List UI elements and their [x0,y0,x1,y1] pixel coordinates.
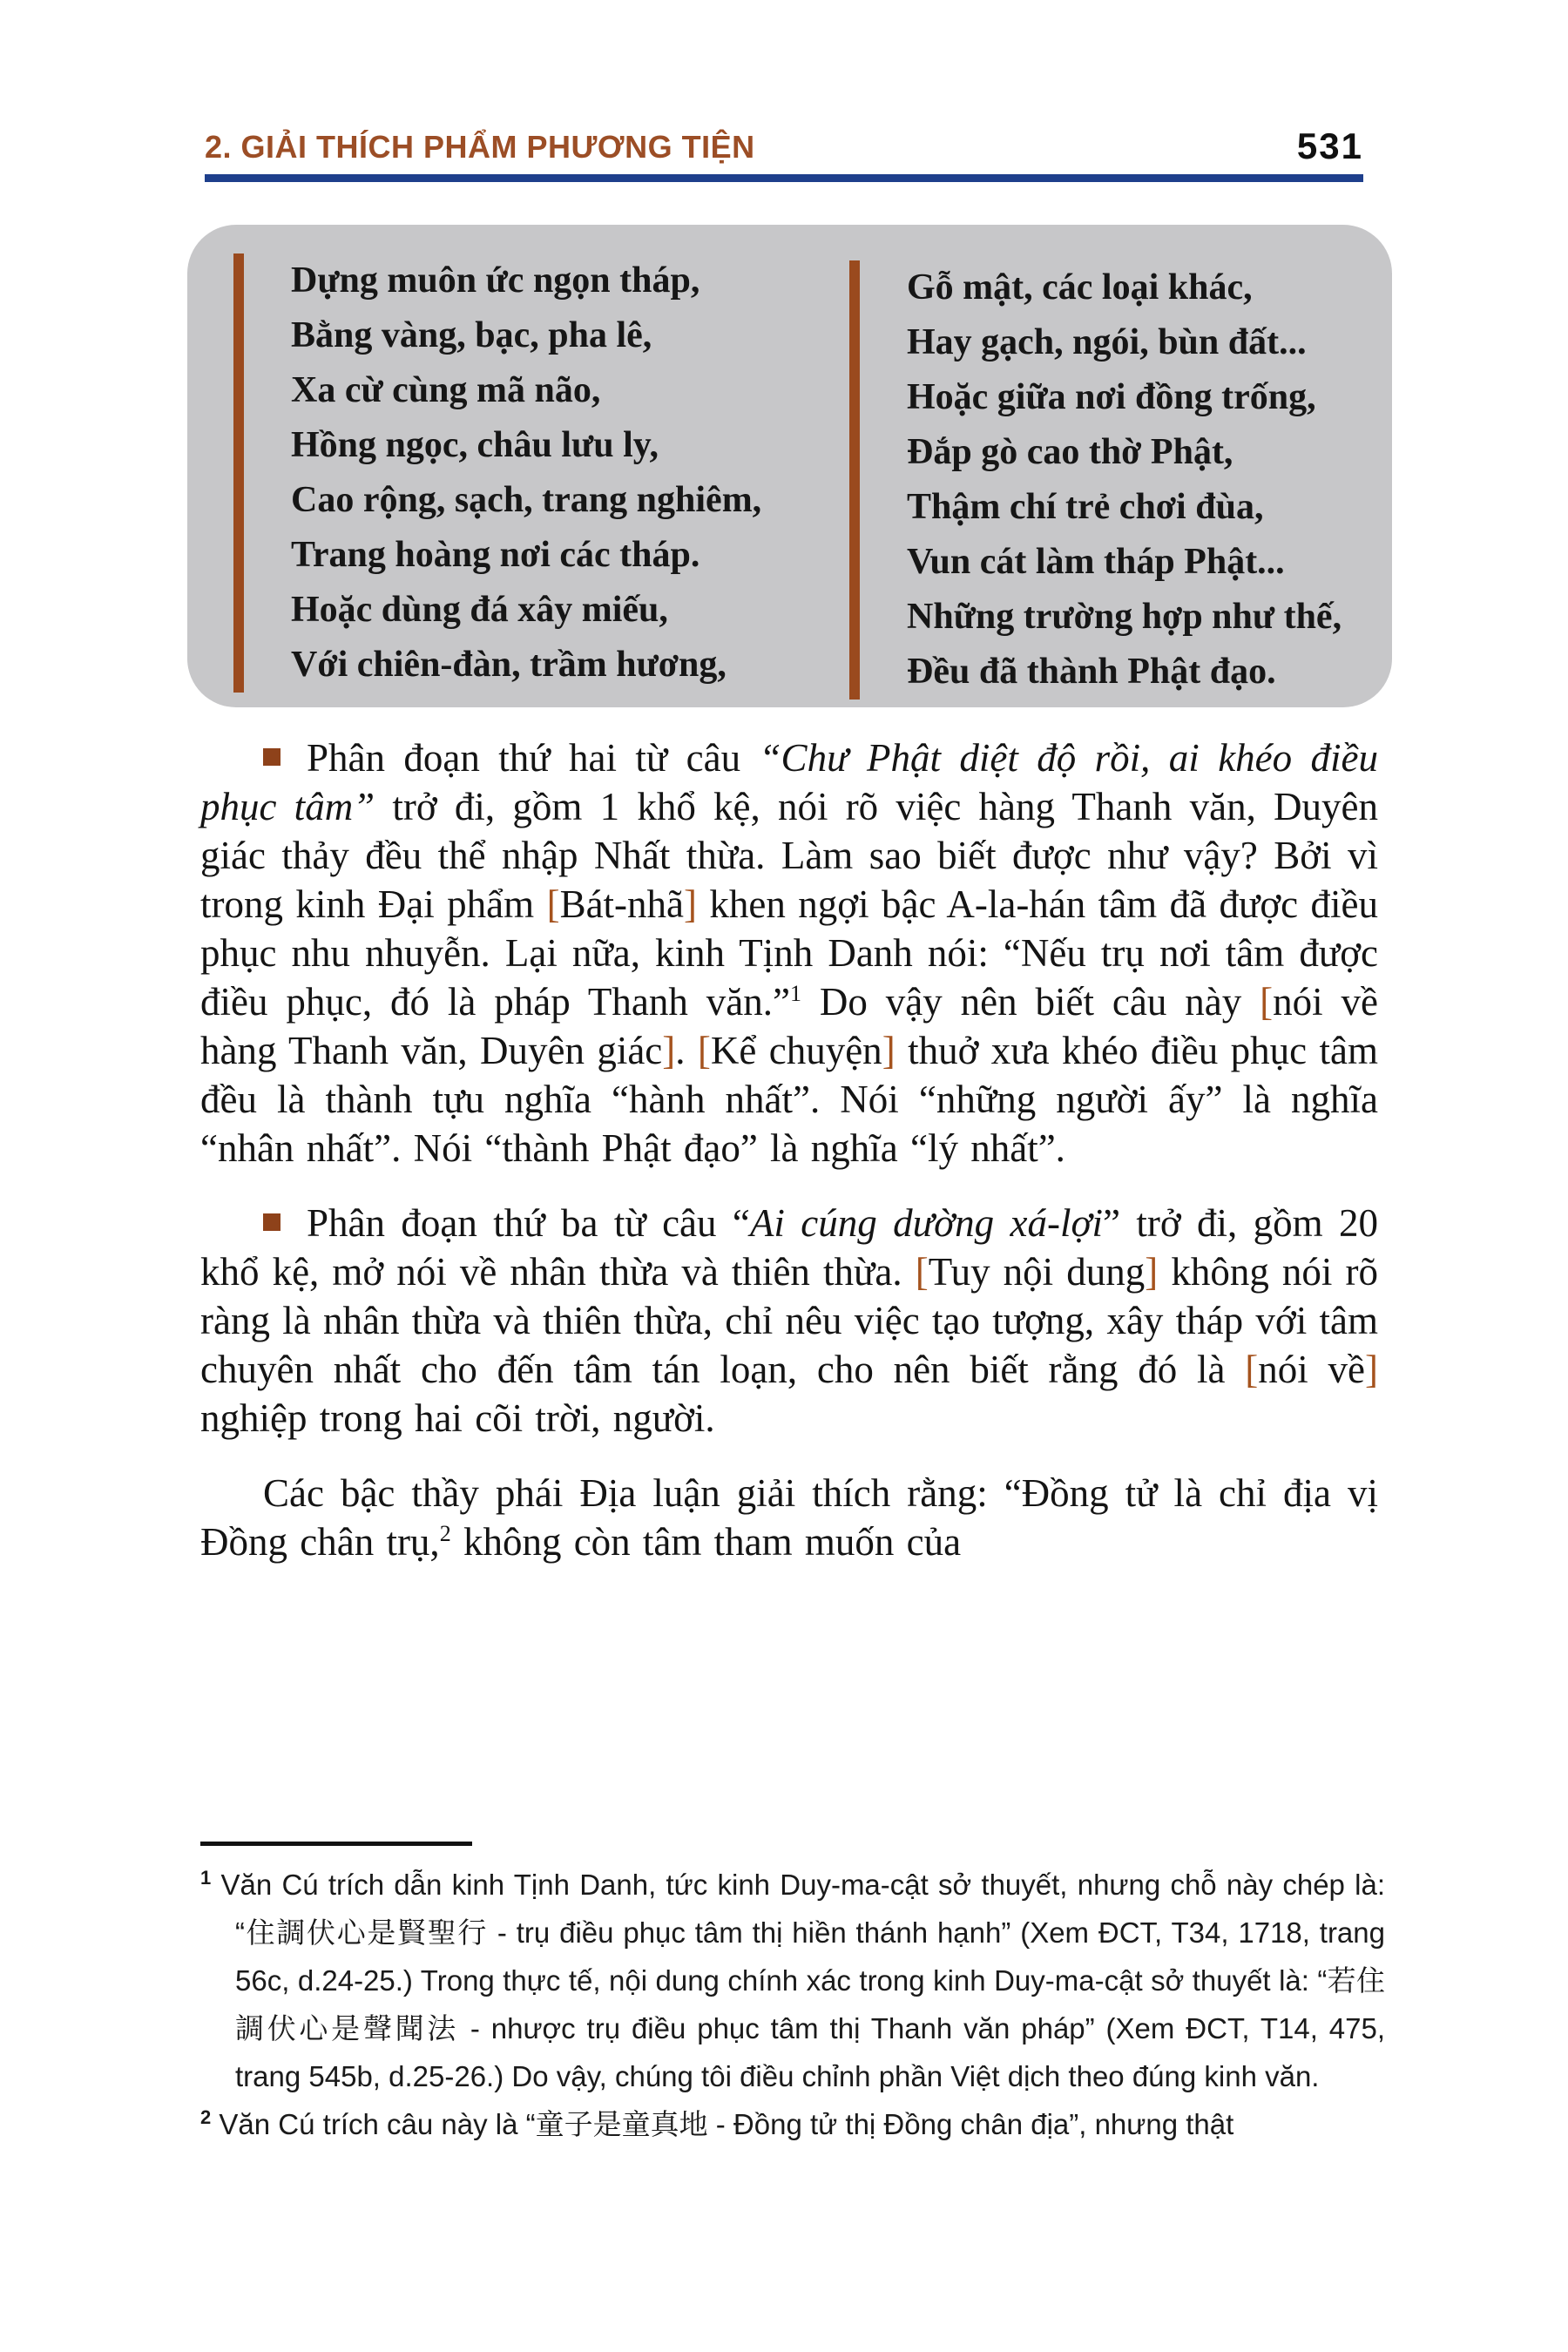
bullet-square-icon [263,748,280,766]
body-text [200,733,1378,1592]
verse-line: Đều đã thành Phật đạo. [907,652,1276,692]
paragraph-segment-three [200,1199,1378,1443]
verse-column-right [849,260,1342,700]
verse-line: Dựng muôn ức ngọn tháp, [291,260,700,301]
footnote-1: $^1$ Văn Cú trích dẫn kinh Tịnh Danh, tức kinh Duy-ma-cật sở thuyết, nhưng chỗ này chép là: “住調伏心是賢聖行 - trụ điều phục tâm thị hiền thánh hạnh” (Xem ĐCT, T34, 1718, trang 56c, d.24-25.) Trong thực tế, nội dung chính xác trong kinh Duy-ma-cật sở thuyết là: “若住調伏心是聲聞法 - nhược trụ điều phục tâm thị Thanh văn pháp” (Xem ĐCT, T14, 475, trang 545b, d.25-26.) Do vậy, chúng tôi điều chỉnh phần Việt dịch theo đúng kinh văn. [200,1867,1385,2092]
paragraph-text: Phân đoạn thứ hai từ câu “Chư Phật diệt độ rồi, ai khéo điều phục tâm” trở đi, gồm 1 khổ kệ, nói rõ việc hàng Thanh văn, Duyên giác thảy đều thể nhập Nhất thừa. Làm sao biết được như vậy? Bởi vì trong kinh Đại phẩm [Bát-nhã] khen ngợi bậc A-la-hán tâm đã được điều phục nhu nhuyễn. Lại nữa, kinh Tịnh Danh nói: “Nếu trụ nơi tâm được điều phục, đó là pháp Thanh văn.”$^1$ Do vậy nên biết câu này [nói về hàng Thanh văn, Duyên giác]. [Kể chuyện] thuở xưa khéo điều phục tâm đều là thành tựu nghĩa “hành nhất”. Nói “những người ấy” là nghĩa “nhân nhất”. Nói “thành Phật đạo” là nghĩa “lý nhất”. [200,736,1379,1170]
verse-line: Hoặc giữa nơi đồng trống, [907,377,1316,417]
chapter-title: 2. GIẢI THÍCH PHẨM PHƯƠNG TIỆN [205,129,755,165]
verse-box [187,225,1392,707]
verse-line: Trang hoàng nơi các tháp. [291,535,700,575]
verse-line: Xa cừ cùng mã não, [291,370,601,410]
page-number: 531 [1296,125,1363,166]
verse-line: Bằng vàng, bạc, pha lê, [291,315,652,355]
footnote-2: $^2$ Văn Cú trích câu này là “童子是童真地 - Đồng tử thị Đồng chân địa”, nhưng thật [200,2106,1234,2140]
verse-line: Đắp gò cao thờ Phật, [907,432,1233,472]
verse-line: Hồng ngọc, châu lưu ly, [291,425,659,465]
verse-line: Hoặc dùng đá xây miếu, [291,590,668,630]
verse-line: Cao rộng, sạch, trang nghiêm, [291,480,762,520]
paragraph-text: Các bậc thầy phái Địa luận giải thích rằng: “Đồng tử là chỉ địa vị Đồng chân trụ,$^2$ không còn tâm tham muốn của [200,1471,1378,1564]
verse-column-left [233,253,761,693]
paragraph-segment-two [200,733,1378,1173]
paragraph-dia-luan [200,1469,1378,1566]
header-rule [205,174,1363,182]
footnote-rule [200,1842,472,1846]
bullet-square-icon [263,1213,280,1231]
verse-line: Những trường hợp như thế, [907,597,1342,637]
verse-line: Thậm chí trẻ chơi đùa, [907,487,1264,527]
verse-line: Với chiên-đàn, trầm hương, [291,645,727,685]
paragraph-text: Phân đoạn thứ ba từ câu “Ai cúng dường xá-lợi” trở đi, gồm 20 khổ kệ, mở nói về nhân thừa và thiên thừa. [Tuy nội dung] không nói rõ ràng là nhân thừa và thiên thừa, chỉ nêu việc tạo tượng, xây tháp với tâm chuyên nhất cho đến tâm tán loạn, cho nên biết rằng đó là [nói về] nghiệp trong hai cõi trời, người. [200,1201,1378,1440]
verse-line: Vun cát làm tháp Phật... [907,542,1285,582]
running-head [205,127,1363,166]
verse-line: Gỗ mật, các loại khác, [907,267,1253,308]
verse-line: Hay gạch, ngói, bùn đất... [907,322,1307,362]
footnotes [200,1861,1385,2148]
